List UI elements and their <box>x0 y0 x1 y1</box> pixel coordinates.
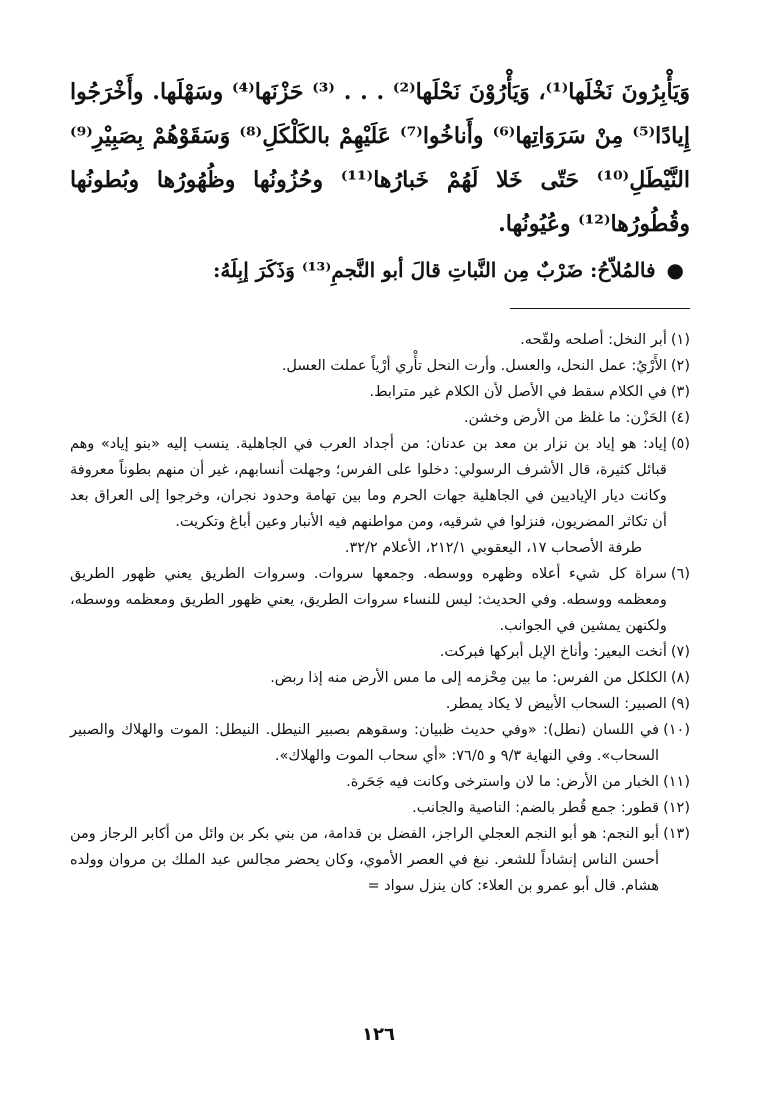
footnote-text: أبر النخل: أصلحه ولقّحه. <box>520 332 667 348</box>
main-text: وَيَأْبِرُونَ نَخْلَها⁽¹⁾، وَيَأْرُوْنَ نَحْلَها⁽²⁾ . . . ⁽³⁾ حَزْنَها⁽⁴⁾ وسَهْلَها. وأَخْرَجُوا إِيادًا⁽⁵⁾ مِنْ سَرَوَاتِها⁽⁶⁾ وأَناخُوا⁽⁷⁾ عَلَيْهِمْ بالكَلْكَلِ⁽⁸⁾ وَسَقَوْهُمْ بِصَبِيْرِ⁽⁹⁾ النَّيْطَلِ⁽¹⁰⁾ حَتّى خَلا لَهُمْ خَبارُها⁽¹¹⁾ وحُزُونُها وظُهُورُها وبُطونُها وقُطُورُها⁽¹²⁾ وعُيُونُها. <box>70 79 691 237</box>
page-number: ١٢٦ <box>362 1024 395 1045</box>
footnote-number: (١) <box>670 332 690 348</box>
footnote-number: (١٢) <box>663 800 690 816</box>
footnote-text: الكلكل من الفرس: ما بين مِحْزمه إلى ما مس الأرض منه إذا ربض. <box>270 670 667 686</box>
footnote-divider <box>510 308 690 309</box>
bullet-icon: ● <box>666 258 684 282</box>
footnote-number: (٧) <box>670 644 690 660</box>
poet-line <box>70 250 690 290</box>
footnote-text: الصبير: السحاب الأبيض لا يكاد يمطر. <box>445 696 667 712</box>
footnote-text: في الكلام سقط في الأصل لأن الكلام غير مترابط. <box>369 384 667 400</box>
footnote <box>70 821 690 899</box>
footnote-number: (٤) <box>670 410 690 426</box>
footnote-number: (١٠) <box>663 722 690 738</box>
footnote-number: (١١) <box>663 774 690 790</box>
footnote-number: (٨) <box>670 670 690 686</box>
footnote-list <box>70 327 690 899</box>
footnote-text: أنخت البعير: وأناخ الإبل أبركها فبركت. <box>439 644 667 660</box>
footnote-number: (٣) <box>670 384 690 400</box>
footnote-number: (٥) <box>670 436 690 452</box>
footnote <box>70 379 690 405</box>
footnote-number: (١٣) <box>663 826 690 842</box>
footnote-text: سراة كل شيء أعلاه وظهره ووسطه. وجمعها سروات. وسروات الطريق يعني ظهور الطريق ومعظمه ووسطه. وفي الحديث: ليس للنساء سروات الطريق، يعني ظهور الطريق ومعظمه ووسطه، ولكنهن يمشين في الجوانب. <box>70 566 667 634</box>
footnote <box>70 639 690 665</box>
poet-line-text: فالمُلاّحُ: ضَرْبٌ مِن النَّباتِ قالَ أبو النَّجمِ⁽¹³⁾ وَذَكَرَ إبِلَهُ: <box>212 258 656 282</box>
footnote <box>70 795 690 821</box>
footnote <box>70 353 690 379</box>
footnote-reference: طرفة الأصحاب ١٧، اليعقوبي ٢١٢/١، الأعلام ٣٢/٢. <box>344 540 642 556</box>
footnote <box>70 431 690 535</box>
footnote-number: (٩) <box>670 696 690 712</box>
footnote-number: (٦) <box>670 566 690 582</box>
footnote <box>70 405 690 431</box>
footnote-number: (٢) <box>670 358 690 374</box>
footnote <box>70 327 690 353</box>
footnote <box>70 769 690 795</box>
footnote <box>70 691 690 717</box>
footnote-text: الحَزْن: ما غلظ من الأرض وخشن. <box>463 410 667 426</box>
footnote <box>70 561 690 639</box>
footnote <box>70 717 690 769</box>
footnote-text: إياد: هو إياد بن نزار بن معد بن عدنان: من أجداد العرب في الجاهلية. ينسب إليه «بنو إياد» وهم قبائل كثيرة، قال الأشرف الرسولي: دخلوا على الفرس؛ وجهلت أنسابهم، غير أن منهم بطوناً معروفة وكانت ديار الإياديين في الجاهلية جهات الحرم وما بين تهامة وحدود نجران، وخرجوا إلى العراق بعد أن تكاثر المضريون، فنزلوا في شرقيه، ومن مواطنهم فيه الأنبار وعين أباغ وتكريت. <box>70 436 667 530</box>
footnote-text: الخبار من الأرض: ما لان واسترخى وكانت فيه جَحَرة. <box>346 774 660 790</box>
page-body <box>70 70 690 899</box>
footnote-text: في اللسان (نطل): «وفي حديث ظبيان: وسقوهم بصبير النيطل. النيطل: الموت والهلاك والصبير السحاب». وفي النهاية ٩/٣ و ٧٦/٥: «أي سحاب الموت والهلاك». <box>70 722 660 764</box>
footnote-text: قطور: جمع قُطر بالضم: الناصية والجانب. <box>412 800 660 816</box>
footnote-text: أبو النجم: هو أبو النجم العجلي الراجز، الفضل بن قدامة، من بني بكر بن وائل من أكابر الرجاز ومن أحسن الناس إنشاداً للشعر. نبغ في العصر الأموي، وكان يحضر مجالس عبد الملك بن مروان وولده هشام. قال أبو عمرو بن العلاء: كان ينزل سواد = <box>70 826 660 894</box>
footnote <box>70 665 690 691</box>
footnote-text: الأَرْيُ: عمل النحل، والعسل. وأرت النحل تأْري أرْياً عملت العسل. <box>281 358 667 374</box>
